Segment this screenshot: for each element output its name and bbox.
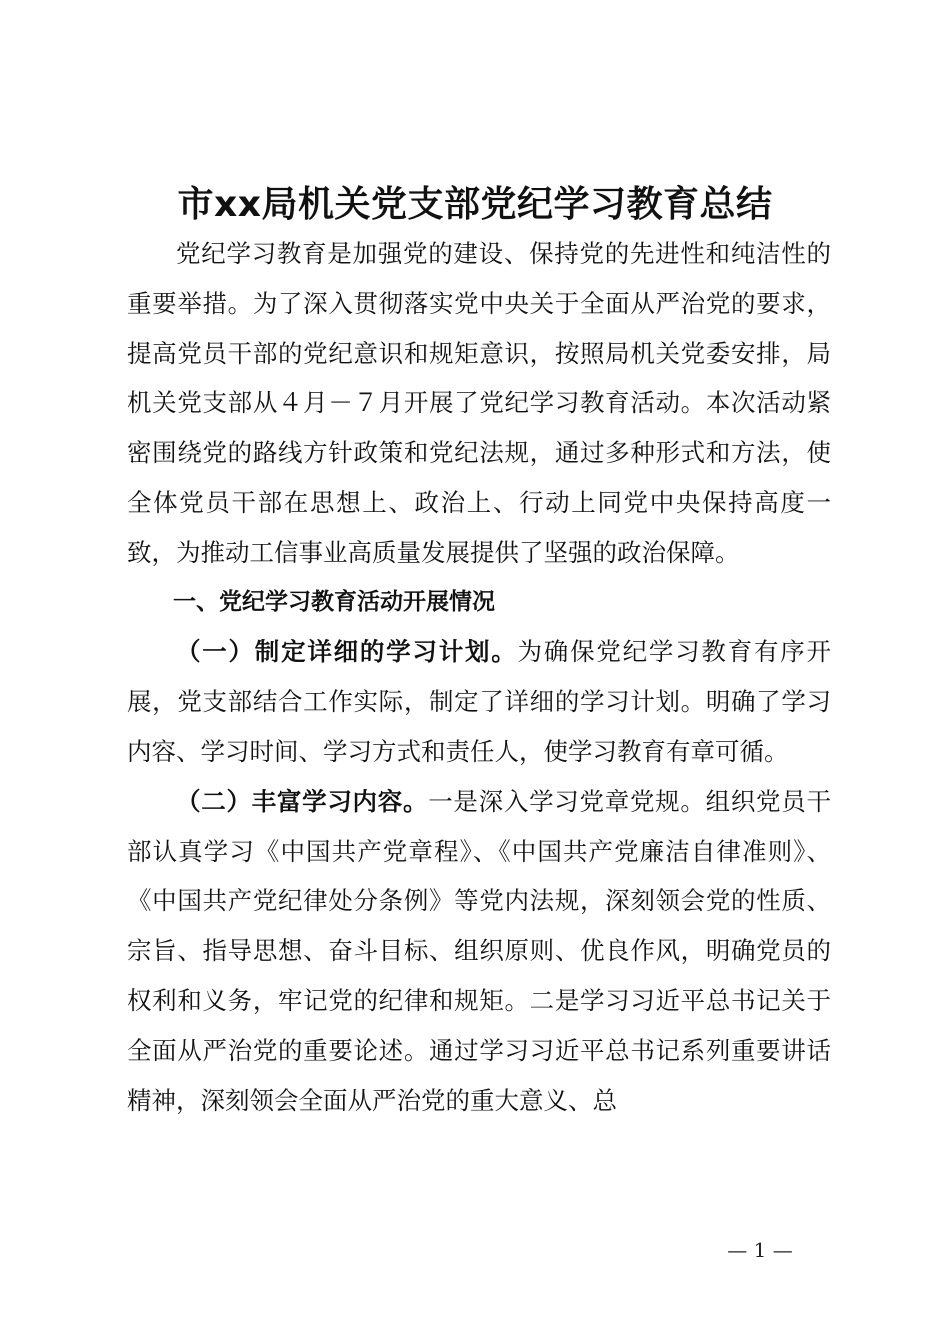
document-title: 市xx局机关党支部党纪学习教育总结 [177, 184, 773, 225]
study-plan-text: 为确保党纪学习教育有序开展，党支部结合工作实际，制定了详细的学习计划。明确了学习内容、学习时间、学习方式和责任人，使学习教育有章可循。 [127, 637, 832, 766]
page-number: — 1 — [727, 1238, 793, 1262]
section-heading: 一、党纪学习教育活动开展情况 [173, 588, 495, 615]
paragraph-study-content [127, 777, 831, 1126]
paragraph-study-plan [127, 627, 831, 776]
subheading-study-content: （二）丰富学习内容。 [176, 786, 429, 816]
document-body [127, 229, 831, 1125]
subheading-study-plan: （一）制定详细的学习计划。 [176, 637, 518, 667]
study-content-text: 一是深入学习党章党规。组织党员干部认真学习《中国共产党章程》、《中国共产党廉洁自律准则》、《中国共产党纪律处分条例》等党内法规，深刻领会党的性质、宗旨、指导思想、奋斗目标、组织原则、优良作风，明确党员的权利和义务，牢记党的纪律和规矩。二是学习习近平总书记关于全面从严治党的重要论述。通过学习习近平总书记系列重要讲话精神，深刻领会全面从严治党的重大意义、总 [127, 786, 832, 1115]
intro-paragraph: 党纪学习教育是加强党的建设、保持党的先进性和纯洁性的重要举措。为了深入贯彻落实党中央关于全面从严治党的要求，提高党员干部的党纪意识和规矩意识，按照局机关党委安排，局机关党支部从４月－７月开展了党纪学习教育活动。本次活动紧密围绕党的路线方针政策和党纪法规，通过多种形式和方法，使全体党员干部在思想上、政治上、行动上同党中央保持高度一致，为推动工信事业高质量发展提供了坚强的政治保障。 [127, 239, 831, 567]
